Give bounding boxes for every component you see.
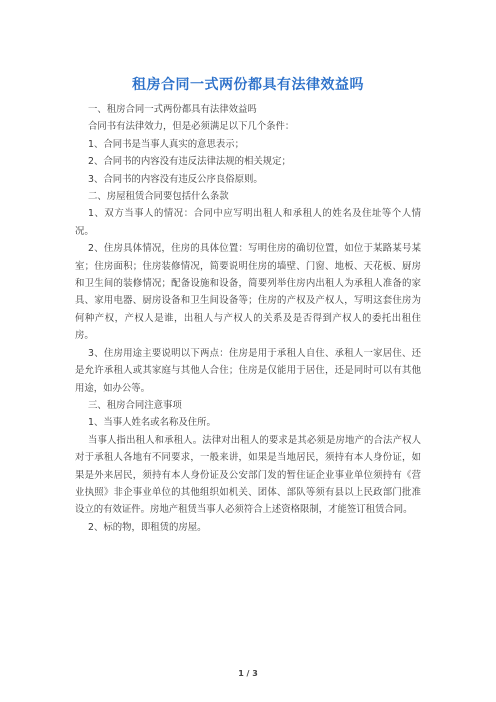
list-item: 2、标的物，即租赁的房屋。 xyxy=(88,521,207,533)
list-item: 3、合同书的内容没有违反公序良俗原则。 xyxy=(88,173,263,185)
paragraph: 合同书有法律效力，但是必须满足以下几个条件： xyxy=(88,121,295,133)
document-title: 租房合同一式两份都具有法律效益吗 xyxy=(132,77,364,93)
section-heading-2: 二、房屋租赁合同要包括什么条款 xyxy=(88,191,229,203)
list-item: 3、住房用途主要说明以下两点：住房是用于承租人自住、承租人一家居住、还是允许承租人或其家庭与其他人合住；住房是仅能用于居住，还是同时可以有其他用途，如办公等。 xyxy=(75,347,421,394)
list-item: 2、住房具体情况，住房的具体位置：写明住房的确切位置，如位于某路某号某室；住房面积；住房装修情况，简要说明住房的墙壁、门窗、地板、天花板、厨房和卫生间的装修情况；配备设施和设备，简要列举住房内出租人为承租人准备的家具、家用电器、厨房设备和卫生间设备等；住房的产权及产权人，写明这套住房为何种产权，产权人是谁，出租人与产权人的关系及是否得到产权人的委托出租住房。 xyxy=(75,243,421,342)
list-item: 2、合同书的内容没有违反法律法规的相关规定； xyxy=(88,156,291,168)
section-heading-3: 三、租房合同注意事项 xyxy=(88,399,182,411)
page-indicator: 1 / 3 xyxy=(238,669,258,678)
paragraph: 当事人指出租人和承租人。法律对出租人的要求是其必须是房地产的合法产权人对于承租人各地有不同要求，一般来讲，如果是当地居民，须持有本人身份证，如果是外来居民，须持有本人身份证及公安部门发的暂住证企业事业单位须持有《营业执照》非企事业单位的其他组织如机关、团体、部队等须有县以上民政部门批准设立的有效证件。房地产租赁当事人必须符合上述资格限制，才能签订租赁合同。 xyxy=(75,434,421,516)
document-body xyxy=(75,101,421,536)
list-item: 1、合同书是当事人真实的意思表示； xyxy=(88,138,244,150)
section-heading-1: 一、租房合同一式两份都具有法律效益吗 xyxy=(88,104,257,115)
list-item: 1、双方当事人的情况：合同中应写明出租人和承租人的姓名及住址等个人情况。 xyxy=(75,208,421,237)
list-item: 1、当事人姓名或名称及住所。 xyxy=(88,417,216,429)
